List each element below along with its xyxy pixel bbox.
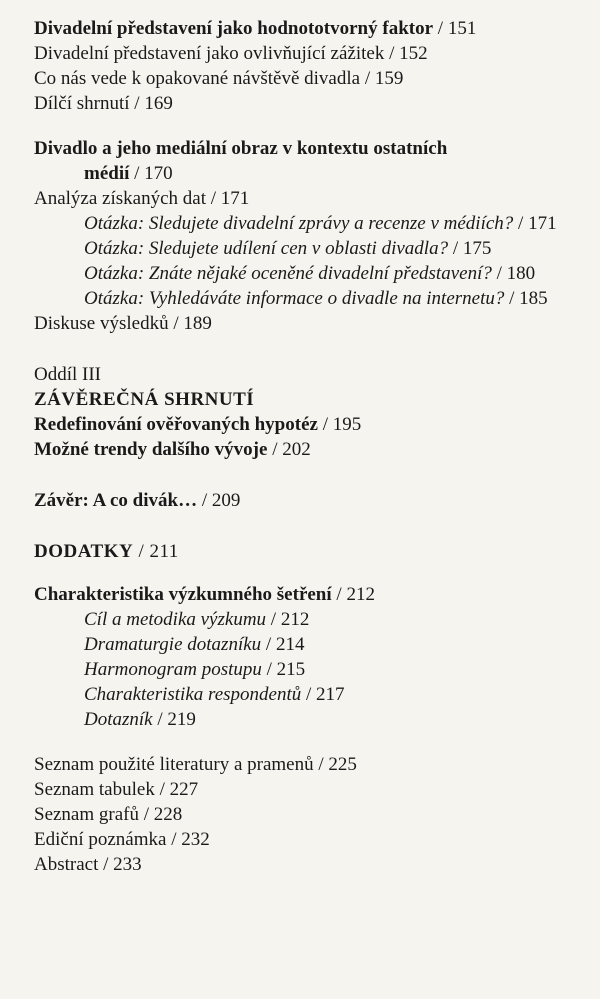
toc-entry: Divadelní představení jako hodnototvorný faktor / 151 xyxy=(34,18,477,39)
toc-subentry: Otázka: Znáte nějaké oceněné divadelní představení? / 180 xyxy=(84,263,536,284)
page-number: 211 xyxy=(149,541,179,562)
page-number: 214 xyxy=(275,634,305,655)
section-heading: ZÁVĚREČNÁ SHRNUTÍ xyxy=(34,389,255,410)
page-number: 228 xyxy=(153,804,183,825)
toc-entry: Analýza získaných dat / 171 xyxy=(34,188,250,209)
page-number: 225 xyxy=(328,754,357,775)
page-number: 171 xyxy=(220,188,250,209)
toc-entry: Divadlo a jeho mediální obraz v kontextu ostatních xyxy=(34,138,448,159)
toc-entry: Ediční poznámka / 232 xyxy=(34,829,210,850)
page-number: 180 xyxy=(506,263,536,284)
page-number: 159 xyxy=(374,68,404,89)
toc-subentry: Otázka: Sledujete udílení cen v oblasti divadla? / 175 xyxy=(84,238,492,259)
page-number: 227 xyxy=(169,779,199,800)
page-number: 169 xyxy=(144,93,173,114)
page-number: 202 xyxy=(282,439,311,460)
toc-subentry: Cíl a metodika výzkumu / 212 xyxy=(84,609,310,630)
toc-subentry: Otázka: Sledujete divadelní zprávy a recenze v médiích? / 171 xyxy=(84,213,557,234)
page-number: 151 xyxy=(447,18,477,39)
page-number: 212 xyxy=(280,609,310,630)
section-heading: DODATKY / 211 xyxy=(34,541,179,562)
section-label: Oddíl III xyxy=(34,364,102,385)
page-number: 209 xyxy=(211,490,241,511)
toc-entry: Charakteristika výzkumného šetření / 212 xyxy=(34,584,375,605)
toc-entry: Co nás vede k opakované návštěvě divadla / 159 xyxy=(34,68,404,89)
toc-entry: Divadelní představení jako ovlivňující zážitek / 152 xyxy=(34,43,428,64)
toc-subentry: Dotazník / 219 xyxy=(84,709,196,730)
toc-subentry: Otázka: Vyhledáváte informace o divadle na internetu? / 185 xyxy=(84,288,548,309)
page-number: 212 xyxy=(346,584,375,605)
toc-entry: Dílčí shrnutí / 169 xyxy=(34,93,173,114)
toc-entry: Seznam tabulek / 227 xyxy=(34,779,199,800)
page-number: 232 xyxy=(181,829,210,850)
toc-entry-continuation: médií / 170 xyxy=(84,163,173,184)
page-number: 219 xyxy=(167,709,196,730)
toc-entry: Seznam použité literatury a pramenů / 225 xyxy=(34,754,357,775)
toc-subentry: Charakteristika respondentů / 217 xyxy=(84,684,345,705)
page-number: 175 xyxy=(462,238,492,259)
toc-entry: Seznam grafů / 228 xyxy=(34,804,183,825)
page-number: 185 xyxy=(519,288,548,309)
toc-entry: Možné trendy dalšího vývoje / 202 xyxy=(34,439,311,460)
toc-entry: Diskuse výsledků / 189 xyxy=(34,313,212,334)
page-number: 189 xyxy=(183,313,212,334)
toc-entry: Abstract / 233 xyxy=(34,854,142,875)
page-number: 195 xyxy=(332,414,362,435)
page-number: 217 xyxy=(316,684,345,705)
toc-subentry: Dramaturgie dotazníku / 214 xyxy=(84,634,305,655)
page-number: 215 xyxy=(276,659,306,680)
toc-subentry: Harmonogram postupu / 215 xyxy=(84,659,306,680)
toc-entry: Závěr: A co divák… / 209 xyxy=(34,490,241,511)
page-number: 233 xyxy=(113,854,142,875)
table-of-contents xyxy=(34,16,584,877)
page-number: 152 xyxy=(399,43,428,64)
toc-entry: Redefinování ověřovaných hypotéz / 195 xyxy=(34,414,362,435)
page-number: 171 xyxy=(528,213,557,234)
page-number: 170 xyxy=(144,163,173,184)
